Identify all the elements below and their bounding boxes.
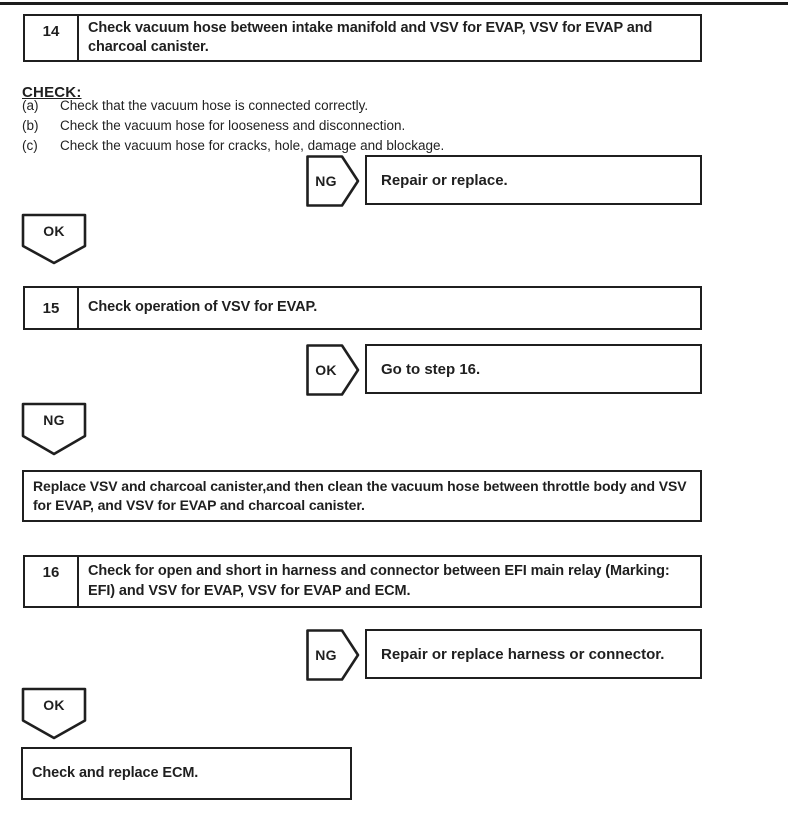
page-top-rule	[0, 2, 788, 5]
replace-vsv-action-text: Replace VSV and charcoal canister,and then clean the vacuum hose between throttle body and VSV for EVAP, and VSV for EVAP and charcoal canister.	[33, 478, 687, 513]
check-item-c-label: (c)	[22, 138, 38, 153]
replace-ecm-action-text: Check and replace ECM.	[32, 764, 199, 781]
decision-3-verdict: NG	[315, 647, 337, 663]
step-15-box	[23, 286, 702, 330]
step-14-title: Check vacuum hose between intake manifold and VSV for EVAP, VSV for EVAP and charcoal canister.	[88, 19, 653, 55]
check-item-c	[22, 138, 444, 153]
ng-branch-arrow-icon	[306, 629, 360, 681]
check-item-c-text: Check the vacuum hose for cracks, hole, damage and blockage.	[60, 138, 445, 153]
decision-1-action-box	[365, 155, 702, 205]
replace-ecm-action-box	[21, 747, 352, 800]
connector-1-label: OK	[43, 223, 65, 239]
check-item-b-text: Check the vacuum hose for looseness and disconnection.	[60, 118, 406, 133]
ng-flow-connector-icon	[21, 402, 87, 456]
decision-2-action-box	[365, 344, 702, 394]
step-16-number: 16	[25, 557, 79, 606]
step-16-box	[23, 555, 702, 608]
check-item-b	[22, 118, 405, 133]
step-15-number: 15	[25, 288, 79, 328]
connector-3-label: OK	[43, 697, 65, 713]
decision-3-action-box	[365, 629, 702, 679]
decision-1-action-text: Repair or replace.	[381, 171, 508, 189]
step-14-number: 14	[25, 16, 79, 60]
ok-branch-arrow-icon	[306, 344, 360, 396]
decision-3-action-text: Repair or replace harness or connector.	[381, 645, 665, 663]
check-heading: CHECK:	[22, 84, 82, 101]
check-item-a-text: Check that the vacuum hose is connected correctly.	[60, 98, 369, 113]
decision-1-verdict: NG	[315, 173, 337, 189]
decision-2-action-text: Go to step 16.	[381, 360, 481, 378]
ng-branch-arrow-icon	[306, 155, 360, 207]
check-item-a-label: (a)	[22, 98, 39, 113]
ok-flow-connector-icon	[21, 687, 87, 740]
ok-flow-connector-icon	[21, 213, 87, 265]
connector-2-label: NG	[43, 412, 65, 428]
decision-2-verdict: OK	[315, 362, 337, 378]
replace-vsv-action-box	[22, 470, 702, 522]
step-16-title: Check for open and short in harness and connector between EFI main relay (Marking: EFI) and VSV for EVAP, VSV for EVAP and ECM.	[88, 563, 670, 599]
step-15-title: Check operation of VSV for EVAP.	[88, 299, 318, 316]
step-14-box	[23, 14, 702, 62]
check-item-b-label: (b)	[22, 118, 39, 133]
check-item-a	[22, 98, 368, 113]
